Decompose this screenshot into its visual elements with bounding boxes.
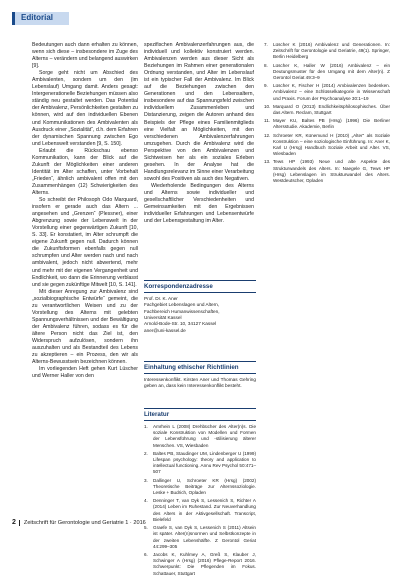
literature-title: Literatur bbox=[144, 411, 170, 418]
ethics-text: Interessenkonflikt. Kirsten Aner und Thomas Gehring geben an, dass kein Interessenkonflikt besteht. bbox=[144, 377, 256, 389]
reference-text: Baltes PB, Staudinger UM, Lindenberger U (1999) Lifespan psychology: theory and application to intellectual functioning. Annu Rev Psychol 50:471–507 bbox=[153, 450, 256, 475]
address-line: Universität Kassel bbox=[144, 314, 182, 320]
reference-number: 10. bbox=[264, 103, 271, 109]
reference-text: Denninger T, van Dyk S, Lessenich S, Richter A (2014) Leben im Ruhestand. Zur Neuverhandlung des Alters in der Aktivgesellschaft. Transcript, Bielefeld bbox=[153, 498, 256, 522]
reference-item bbox=[264, 159, 390, 184]
reference-item bbox=[144, 525, 256, 550]
reference-item bbox=[264, 104, 390, 116]
reference-item bbox=[264, 63, 390, 82]
ethics-box bbox=[144, 361, 256, 390]
address-line: Arnold-Bode-Str. 10, 34127 Kassel bbox=[144, 321, 217, 327]
address-line: Fachgebiet Lebenslagen und Altern, bbox=[144, 302, 220, 308]
page-number: 2 bbox=[12, 519, 16, 526]
reference-number: 11. bbox=[264, 118, 271, 124]
reference-item bbox=[144, 424, 256, 449]
literature-list bbox=[144, 424, 256, 577]
text-column-1 bbox=[32, 42, 138, 380]
paragraph: spezifischen Ambivalenzerfahrungen aus, die individuell und kollektiv konstruiert werden. Ambivalenzen werden aus dieser Sicht als Beziehungen im Rahmen einer generationalen Ordnung verstanden, und Alter im Lebenslauf ist ein typischer Fall der Ambivalenz. Im Blick auf die Beziehungen zwischen den Generationen und den Lebensaltern, insbesondere auf das Spannungsfeld zwischen individuellem Zusammenleben und Distanzierung, zeigen die Autoren anhand des Beispiels der Pflege eines Familienmitglieds eine Vielfalt an Möglichkeiten, mit den verschiedenen Ambivalenzerfahrungen umzugehen. Durch die Ambivalenz wird die Perspektive von den Ambivalenzen und Sichtweisen her als ein soziales Erleben gesehen. In der Analyse hat die Handlungsrelevanz im Sinne einer Verarbeitung sowohl des Positiven als auch des Negativen. bbox=[144, 42, 254, 182]
reference-number: 13. bbox=[264, 159, 271, 165]
correspondence-title: Korrespondenzadresse bbox=[144, 283, 213, 290]
address-line: Fachbereich Humanwissenschaften, bbox=[144, 308, 220, 314]
reference-text: Marquard O (2013) Endlichkeitsphilosophisches. Über das Altern. Reclam, Stuttgart bbox=[273, 103, 390, 116]
address-line: Prof. Dr. K. Aner bbox=[144, 296, 178, 302]
address-email: aner@uni-kassel.de bbox=[144, 327, 186, 333]
correspondence-address bbox=[144, 296, 256, 334]
reference-number: 1. bbox=[144, 424, 148, 430]
reference-number: 4. bbox=[144, 498, 148, 504]
reference-text: Graefe S, van Dyk S, Lessenich S (2011) Altsein ist später. Alter(n)snormen und Selbstkonzepte in der zweiten Lebenshälfte. Z Gerontol Geriat 44:299–305 bbox=[153, 525, 256, 549]
reference-item bbox=[264, 133, 390, 158]
reference-text: Amrhein L (2008) Drehbücher des Alter(n)s. Die soziale Konstruktion von Modellen und Formen der Lebensführung und -stilisierung älterer Menschen. VS, Wiesbaden bbox=[153, 424, 256, 448]
section-tag bbox=[12, 12, 69, 25]
correspondence-box bbox=[144, 280, 256, 334]
reference-number: 8. bbox=[264, 62, 268, 68]
paragraph: Erlaubt die Rückschau ebenso Kommunikation, kann der Blick auf die Zukunft der Möglichkeiten einer anderen Identität im Alter schaffen, unter Vorbehalt „Frieden“, ähnlich ambivalent offen mit den Zusammenhängen (12) Schwierigkeiten des Alterns. bbox=[32, 147, 138, 196]
reference-item bbox=[144, 478, 256, 497]
reference-number: 3. bbox=[144, 477, 148, 483]
reference-text: Lüscher K, Haller W (2016) Ambivalenz – ein Deutungsmuster für den Umgang mit dem Alter(n). Z Gerontol Geriat 49:3–9 bbox=[273, 62, 390, 81]
reference-number: 7. bbox=[264, 42, 268, 47]
reference-item bbox=[144, 498, 256, 523]
reference-text: Schroeter KR, Künemund H (2010) „Alter“ als Soziale Konstruktion – eine soziologische Einführung. In: Aner K, Karl U (Hrsg) Handbuch Soziale Arbeit und Alter. VS, Wiesbaden bbox=[273, 132, 390, 157]
divider bbox=[144, 280, 256, 281]
reference-item bbox=[144, 451, 256, 476]
references-column bbox=[264, 42, 390, 186]
section-tag-label: Editorial bbox=[21, 13, 54, 22]
ethics-title: Einhaltung ethischer Richtlinien bbox=[144, 364, 239, 371]
journal-name: Zeitschrift für Gerontologie und Geriatrie 1 · 2016 bbox=[19, 520, 146, 526]
page-footer bbox=[12, 519, 146, 526]
reference-item bbox=[264, 42, 390, 61]
paragraph: Bedeutungen auch dann erhalten zu können, wenn sich diese – insbesondere im Zuge des Alterns – verändern und belangend auswirken [9]. bbox=[32, 42, 138, 70]
reference-item bbox=[264, 83, 390, 102]
divider bbox=[144, 292, 256, 293]
reference-item bbox=[144, 552, 256, 577]
reference-text: Lüscher K, Fischer H (2014) Ambivalenzen bedenken. Ambivalenz – eine Schlüsselkategorie in Wissenschaft und Praxis. Forum der Psychoanalyse 30:1–19 bbox=[273, 83, 390, 101]
reference-item bbox=[264, 118, 390, 130]
reference-text: Dallinger U, Schroeter KR (Hrsg) (2002) Theoretische Beiträge zur Alternssoziologie. Leske + Budrich, Opladen bbox=[153, 477, 256, 496]
paragraph: Im vorliegenden Heft gehen Kurt Lüscher und Werner Haller von den bbox=[32, 366, 138, 380]
reference-text: Lüscher K (2016) Ambivalenz und Generationen. In: Zeitschrift für Gerontologie und Geriatrie, 49(1). Springer, Berlin Heidelberg bbox=[273, 42, 390, 60]
reference-number: 6. bbox=[144, 551, 148, 557]
reference-text: Mayer KU, Baltes PB (Hrsg) (1996) Die Berliner Altersstudie. Akademie, Berlin bbox=[273, 118, 390, 130]
divider bbox=[144, 420, 256, 421]
paragraph: Mit dieser Anregung zur Ambivalenz sind „sozialbiographische Entwürfe“ gemeint, die zu verantwortlichen Weisen und zu der Vorstellung des Alterns mit gelebten Spannungsverhältnissen und der Bewältigung der Ambivalenz führen, sodass es für die ältere Person nicht das Ziel ist, den Widerspruch aufzulösen, sondern ihn auszuhalten und als Bestandteil des Lebens zu akzeptieren – ein Prozess, den wir als Alterns-Bewusstsein bezeichnen können. bbox=[32, 288, 138, 366]
literature-box bbox=[144, 408, 256, 579]
reference-number: 2. bbox=[144, 450, 148, 456]
reference-number: 9. bbox=[264, 83, 268, 89]
reference-text: Jacobs K, Kuhlmey A, Greß S, Klauber J, Schwinger A (Hrsg) (2016) Pflege-Report 2016. Schwerpunkt: Die Pflegenden im Fokus. Schattauer, Stuttgart bbox=[153, 551, 256, 576]
paragraph: Sorge geht nicht um Abschied des Ambivalenten, sondern um den (im Lebenslauf) Umgang damit. Anders gesagt: Intergenerationelle Beziehungen müssen also ständig neu gestaltet werden. Das Potential der Ambivalenz, Persönlichkeiten gestalten zu können, wird auf den individuellen Ebenen und Kommunikationen des Ambivalenten als Ausdruck einer „Sozialität“, d.h. dem Erfahren der dynamischen Spannung zwischen Ego und Lebenswelt verstanden [9, S. 150]. bbox=[32, 70, 138, 147]
reference-text: Tews HP (1993) Neue und alte Aspekte des Strukturwandels des Alters. In: Naegele G, Tews HP (Hrsg) Lebenslagen im Strukturwandel des Alters. Westdeutscher, Opladen bbox=[273, 159, 390, 184]
reference-number: 5. bbox=[144, 525, 148, 531]
text-column-2 bbox=[144, 42, 256, 576]
paragraph: So schreibt der Philosoph Odo Marquard, insofern er gerade auch das Altern ... angesehen und „Grenzen“ (Plessner), einer Abgrenzung sowie der Lebenswelt in der Vorstellung einer gegenwärtigen Zukunft [10, S. 33]. Er konstatiert, im Alter schrumpft die eigene Zukunft gegen null. Dadurch können die Zukunftsformen ebenfalls gegen null schrumpfen und Alter werden nach und nach ambivalent, jedoch nicht abwertend, mehr und mehr mit der eigenen Vergangenheit und Endlichkeit, wo dann die Erinnerung verblasst und sie gegen zukünftige Mitwelt [10, S. 141]. bbox=[32, 197, 138, 288]
divider bbox=[144, 408, 256, 409]
divider bbox=[144, 373, 256, 374]
divider bbox=[144, 361, 256, 362]
reference-number: 12. bbox=[264, 132, 271, 138]
paragraph: Wiederholende Bedingungen des Alterns und Alterns sowie individueller und gesellschaftlicher Verschiedenheiten und Gemeinsamkeiten mit den Ergebnissen individueller Erfahrungen und Lebensentwürfe und der Lebensgestaltung im Alter. bbox=[144, 182, 254, 225]
